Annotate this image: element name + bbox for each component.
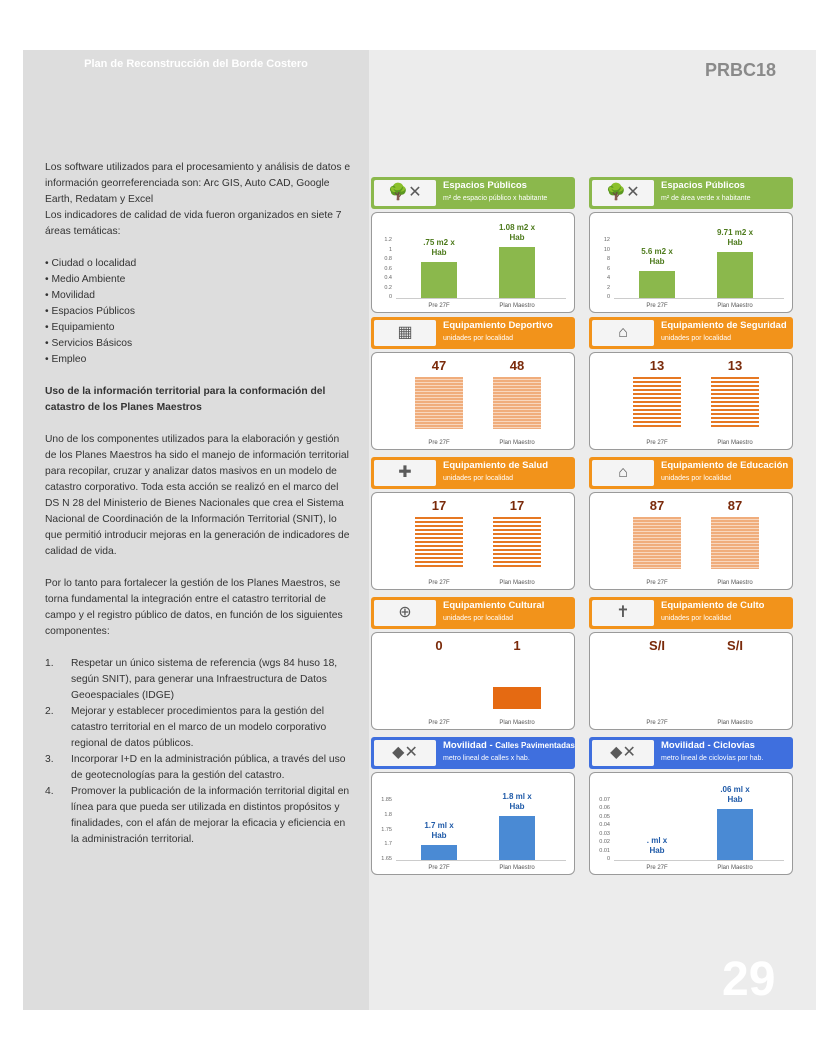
chart-subtitle: metro lineal de ciclovías por hab. bbox=[661, 755, 764, 762]
y-tick-label: 2 bbox=[606, 284, 610, 291]
plan-title: Plan de Reconstrucción del Borde Costero bbox=[84, 58, 308, 70]
list-item: • Medio Ambiente bbox=[45, 272, 351, 288]
chart-title: Equipamiento de Salud bbox=[443, 460, 549, 471]
data-label: 87 bbox=[649, 498, 665, 513]
chart-title: Espacios Públicos bbox=[443, 180, 527, 191]
police-car-icon: ⌂ bbox=[592, 320, 654, 346]
y-tick-label: 1.75 bbox=[381, 826, 392, 833]
bar bbox=[717, 252, 753, 298]
data-label: 0 bbox=[435, 638, 443, 653]
chart-equipamiento-culto bbox=[589, 597, 793, 730]
church-icon: ✝ bbox=[592, 600, 654, 626]
bar bbox=[493, 377, 541, 429]
data-label: 48 bbox=[509, 358, 525, 373]
x-tick-label: Plan Maestro bbox=[499, 865, 535, 871]
chart-title: Equipamiento de Educación bbox=[661, 460, 789, 471]
y-tick-label: 12 bbox=[603, 237, 610, 243]
list-item: 2. Mejorar y establecer procedimientos para la gestión del catastro territorial en el marco de un modelo corporativo regional de datos públicos. bbox=[45, 706, 327, 749]
chart-title: Movilidad - Calles Pavimentadas bbox=[443, 740, 575, 751]
y-tick-label: 1 bbox=[388, 246, 392, 253]
y-tick-label: 0 bbox=[606, 856, 610, 862]
y-tick-label: 1.65 bbox=[381, 856, 392, 862]
chart-subtitle: unidades por localidad bbox=[443, 475, 514, 482]
chart-body bbox=[589, 492, 793, 590]
data-label: 9.71 m2 x Hab bbox=[716, 227, 754, 247]
list-item: • Movilidad bbox=[45, 288, 351, 304]
x-tick-label: Plan Maestro bbox=[717, 580, 753, 586]
data-label: 5.6 m2 x Hab bbox=[641, 247, 673, 267]
data-label: 1.7 ml x Hab bbox=[424, 821, 454, 841]
x-tick-label: Pre 27F bbox=[646, 440, 668, 446]
data-label: 1.08 m2 x Hab bbox=[498, 222, 536, 242]
y-tick-label: 0 bbox=[606, 294, 610, 300]
intro-paragraph-2: Los indicadores de calidad de vida fueron organizados en siete 7 áreas temáticas: bbox=[45, 210, 342, 237]
bar bbox=[493, 687, 541, 709]
data-label: 1 bbox=[513, 638, 521, 653]
x-tick-label: Plan Maestro bbox=[499, 303, 535, 309]
x-tick-label: Plan Maestro bbox=[717, 303, 753, 309]
school-icon: ⌂ bbox=[592, 460, 654, 486]
data-label: 13 bbox=[649, 358, 665, 373]
x-tick-label: Pre 27F bbox=[428, 303, 450, 309]
x-tick-label: Pre 27F bbox=[646, 865, 668, 871]
bar bbox=[633, 517, 681, 569]
y-tick-label: 0 bbox=[388, 294, 392, 300]
data-label: .75 m2 x Hab bbox=[423, 238, 455, 258]
chart-title: Espacios Públicos bbox=[661, 180, 745, 191]
chart-subtitle: m² de espacio público x habitante bbox=[443, 195, 548, 202]
data-label: . ml x Hab bbox=[646, 836, 668, 855]
chart-title: Equipamiento de Seguridad bbox=[661, 320, 787, 331]
bar bbox=[415, 377, 463, 429]
x-axis-line bbox=[614, 860, 784, 861]
page-number: 29 bbox=[722, 953, 776, 1006]
data-label: 17 bbox=[431, 498, 447, 513]
chart-movilidad-ciclovias bbox=[589, 737, 793, 875]
chart-subtitle: metro lineal de calles x hab. bbox=[443, 755, 530, 762]
chart-body bbox=[371, 772, 575, 875]
list-item: • Ciudad o localidad bbox=[45, 256, 351, 272]
chart-equipamiento-salud bbox=[371, 457, 575, 590]
body-text bbox=[45, 160, 351, 848]
health-cross-icon: ✚ bbox=[374, 460, 436, 486]
bar bbox=[499, 247, 535, 298]
list-item: • Espacios Públicos bbox=[45, 304, 351, 320]
bar bbox=[639, 271, 675, 298]
chart-equipamiento-seguridad bbox=[589, 317, 793, 450]
section-heading: Uso de la información territorial para la conformación del catastro de los Planes Maestros bbox=[45, 386, 326, 413]
y-tick-label: 1.7 bbox=[384, 841, 392, 848]
y-tick-label: 1.2 bbox=[384, 237, 392, 243]
paragraph-1: Uno de los componentes utilizados para la elaboración y gestión de los Planes Maestros ha sido el manejo de información territorial para recopilar, cruzar y analizar datos masivos en un modelo de catastro corporativo. Toda esta acción se realizó en el marco del DS N 28 del Ministerio de Bienes Nacionales que crea el Sistema Nacional de Coordinación de la Información Territorial (SNIT), lo que permitió introducir mejoras en la generación de indicadores de calidad de vida. bbox=[45, 434, 350, 557]
bar bbox=[633, 377, 681, 429]
x-tick-label: Plan Maestro bbox=[499, 440, 535, 446]
bicycle-icon: ◆✕ bbox=[592, 740, 654, 766]
x-tick-label: Pre 27F bbox=[646, 720, 668, 726]
x-tick-label: Plan Maestro bbox=[717, 865, 753, 871]
y-tick-label: 0.02 bbox=[599, 839, 610, 846]
chart-body bbox=[371, 492, 575, 590]
list-item: 3. Incorporar I+D en la administración pública, a través del uso de geotecnologías para la gestión del catastro. bbox=[45, 754, 346, 781]
bar bbox=[499, 816, 535, 860]
chart-title: Equipamiento Cultural bbox=[443, 600, 545, 611]
y-tick-label: 0.07 bbox=[599, 797, 610, 803]
y-tick-label: 0.01 bbox=[599, 847, 610, 854]
y-tick-label: 4 bbox=[606, 275, 610, 281]
x-tick-label: Plan Maestro bbox=[499, 580, 535, 586]
culture-globe-icon: ⊕ bbox=[374, 600, 436, 626]
bar bbox=[711, 517, 759, 569]
bar bbox=[717, 809, 753, 860]
x-tick-label: Pre 27F bbox=[428, 440, 450, 446]
list-item: • Empleo bbox=[45, 352, 351, 368]
chart-body bbox=[371, 632, 575, 730]
x-tick-label: Plan Maestro bbox=[717, 720, 753, 726]
data-label: S/I bbox=[649, 638, 665, 653]
list-item: 1. Respetar un único sistema de referencia (wgs 84 huso 18, según SNIT), para generar una Infraestructura de Datos Geoespaciales (IDGE) bbox=[45, 658, 338, 701]
thematic-areas-list bbox=[45, 256, 351, 368]
chart-body bbox=[371, 352, 575, 450]
list-item: 4. Promover la publicación de la información territorial digital en línea para que pueda ser utilizada en distintos propósitos y finalidades, con el afán de mejorar la eficacia y eficiencia en la administración territorial. bbox=[45, 786, 350, 845]
y-tick-label: 0.4 bbox=[384, 275, 392, 281]
x-axis-line bbox=[396, 298, 566, 299]
park-person-icon: 🌳✕ bbox=[374, 180, 436, 206]
list-item: • Servicios Básicos bbox=[45, 336, 351, 352]
data-label: 17 bbox=[509, 498, 525, 513]
bar bbox=[421, 262, 457, 298]
x-tick-label: Pre 27F bbox=[428, 580, 450, 586]
chart-subtitle: unidades por localidad bbox=[661, 615, 732, 622]
park-person-icon: 🌳✕ bbox=[592, 180, 654, 206]
y-tick-label: 0.06 bbox=[599, 805, 610, 812]
chart-title: Movilidad - Ciclovías bbox=[661, 740, 755, 751]
x-tick-label: Pre 27F bbox=[646, 580, 668, 586]
bar bbox=[415, 517, 463, 569]
chart-movilidad-calles bbox=[371, 737, 575, 875]
data-label: 87 bbox=[727, 498, 743, 513]
y-tick-label: 6 bbox=[606, 265, 610, 272]
bar bbox=[493, 517, 541, 569]
y-tick-label: 8 bbox=[606, 256, 610, 262]
y-tick-label: 0.2 bbox=[384, 284, 392, 291]
document-code: PRBC18 bbox=[704, 60, 776, 80]
x-tick-label: Plan Maestro bbox=[499, 720, 535, 726]
chart-title: Equipamiento Deportivo bbox=[443, 320, 553, 331]
y-tick-label: 1.8 bbox=[384, 811, 392, 818]
paragraph-2: Por lo tanto para fortalecer la gestión de los Planes Maestros, se torna fundamental la integración entre el catastro territorial de campo y el registro público de datos, en función de los siguientes componentes: bbox=[45, 578, 343, 637]
x-axis-line bbox=[396, 860, 566, 861]
x-tick-label: Pre 27F bbox=[428, 720, 450, 726]
pedestrian-car-icon: ◆✕ bbox=[374, 740, 436, 766]
y-tick-label: 1.85 bbox=[381, 797, 392, 803]
y-tick-label: 0.04 bbox=[599, 822, 610, 829]
chart-subtitle: unidades por localidad bbox=[443, 615, 514, 622]
left-panel bbox=[23, 50, 369, 1010]
chart-body bbox=[589, 212, 793, 313]
chart-body bbox=[589, 352, 793, 450]
y-tick-label: 0.03 bbox=[599, 830, 610, 837]
chart-subtitle: unidades por localidad bbox=[443, 335, 514, 342]
bar bbox=[421, 845, 457, 860]
chart-equipamiento-educacion bbox=[589, 457, 793, 590]
chart-espacios-publicos bbox=[371, 177, 575, 313]
intro-paragraph-1: Los software utilizados para el procesamiento y análisis de datos e información georreferenciada son: Arc GIS, Auto CAD, Google Earth, Redatam y Excel bbox=[45, 162, 351, 205]
bar bbox=[711, 377, 759, 429]
components-list bbox=[45, 656, 351, 848]
data-label: 47 bbox=[431, 358, 447, 373]
chart-subtitle: unidades por localidad bbox=[661, 335, 732, 342]
x-tick-label: Pre 27F bbox=[428, 865, 450, 871]
y-tick-label: 0.05 bbox=[599, 813, 610, 820]
y-tick-label: 10 bbox=[603, 246, 610, 253]
chart-title: Equipamiento de Culto bbox=[661, 600, 765, 611]
stadium-icon: ▦ bbox=[374, 320, 436, 346]
chart-body bbox=[589, 772, 793, 875]
chart-body bbox=[371, 212, 575, 313]
data-label: .06 ml x Hab bbox=[720, 785, 750, 805]
y-tick-label: 0.8 bbox=[384, 256, 392, 262]
data-label: 13 bbox=[727, 358, 743, 373]
chart-areas-verdes bbox=[589, 177, 793, 313]
data-label: S/I bbox=[727, 638, 743, 653]
chart-equipamiento-cultural bbox=[371, 597, 575, 730]
chart-subtitle: m² de área verde x habitante bbox=[661, 195, 751, 202]
x-axis-line bbox=[614, 298, 784, 299]
chart-subtitle: unidades por localidad bbox=[661, 475, 732, 482]
list-item: • Equipamiento bbox=[45, 320, 351, 336]
data-label: 1.8 ml x Hab bbox=[502, 791, 532, 811]
x-tick-label: Pre 27F bbox=[646, 303, 668, 309]
chart-body bbox=[589, 632, 793, 730]
y-tick-label: 0.6 bbox=[384, 265, 392, 272]
x-tick-label: Plan Maestro bbox=[717, 440, 753, 446]
chart-equipamiento-deportivo bbox=[371, 317, 575, 450]
